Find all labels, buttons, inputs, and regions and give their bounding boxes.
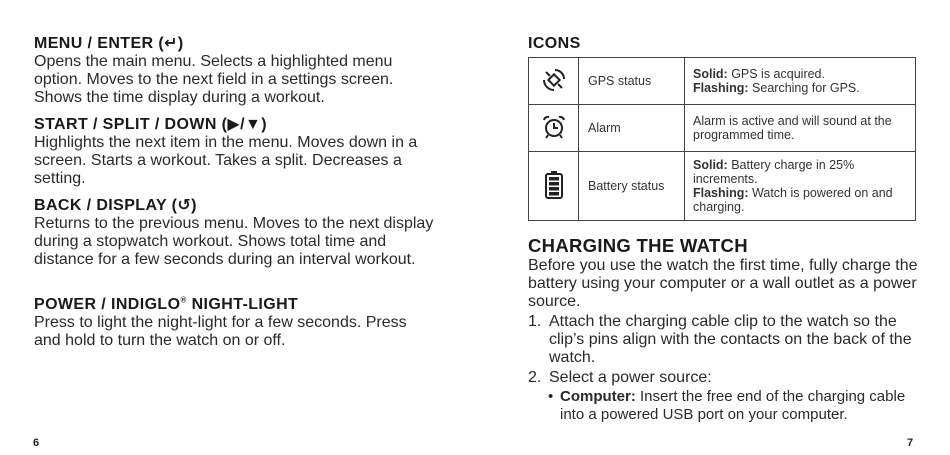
section-heading: BACK / DISPLAY (↺) [34, 197, 197, 214]
charging-steps [528, 313, 918, 387]
section-body: Opens the main menu. Selects a highlighted menu option. Moves to the next field in a settings screen. Shows the time display during a workout. [34, 53, 394, 106]
section-heading: POWER / INDIGLO® NIGHT-LIGHT [34, 295, 299, 313]
enter-icon: ↵ [164, 35, 178, 52]
section-power-indiglo [34, 295, 434, 350]
section-back-display [34, 196, 434, 269]
alarm-clock-icon [541, 114, 567, 140]
battery-icon [543, 170, 565, 200]
icons-heading: ICONS [528, 35, 581, 52]
table-row [529, 58, 916, 105]
registered-mark: ® [180, 295, 187, 305]
icon-name: Battery status [579, 152, 685, 221]
section-start-split-down [34, 115, 434, 188]
bullet-item: • Computer: Insert the free end of the charging cable into a powered USB port on your computer. [548, 388, 906, 423]
icon-cell [529, 58, 579, 105]
page-number-right: 7 [907, 437, 914, 449]
icon-description: Solid: Battery charge in 25% increments. Flashing: Watch is powered on and charging. [685, 152, 916, 221]
list-item: 1. Attach the charging cable clip to the watch so the clip’s pins align with the contacts on the back of the watch. [528, 313, 912, 366]
icon-cell [529, 152, 579, 221]
section-body: Press to light the night-light for a few seconds. Press and hold to turn the watch on or off. [34, 314, 407, 349]
section-body: Returns to the previous menu. Moves to the next display during a stopwatch workout. Shows total time and distance for a few seconds during an interval workout. [34, 215, 434, 268]
table-row [529, 152, 916, 221]
table-row [529, 105, 916, 152]
section-menu-enter [34, 34, 434, 107]
charging-heading: CHARGING THE WATCH [528, 235, 748, 256]
list-item: 2. Select a power source: [528, 369, 712, 386]
icon-cell [529, 105, 579, 152]
icon-description: Alarm is active and will sound at the programmed time. [685, 105, 916, 152]
satellite-icon [541, 67, 567, 93]
icon-name: GPS status [579, 58, 685, 105]
section-body: Highlights the next item in the menu. Moves down in a screen. Starts a workout. Takes a split. Decreases a setting. [34, 134, 418, 187]
back-arrow-icon: ↺ [177, 197, 192, 214]
section-heading: START / SPLIT / DOWN (▶/▼) [34, 116, 267, 133]
page-number-left: 6 [33, 437, 40, 449]
icon-description: Solid: GPS is acquired. Flashing: Searching for GPS. [685, 58, 916, 105]
icons-table [528, 57, 916, 221]
charging-intro: Before you use the watch the first time, fully charge the battery using your computer or a wall outlet as a power source. [528, 257, 918, 310]
section-heading: MENU / ENTER (↵) [34, 35, 184, 52]
play-down-icon: ▶/▼ [227, 116, 262, 133]
icon-name: Alarm [579, 105, 685, 152]
